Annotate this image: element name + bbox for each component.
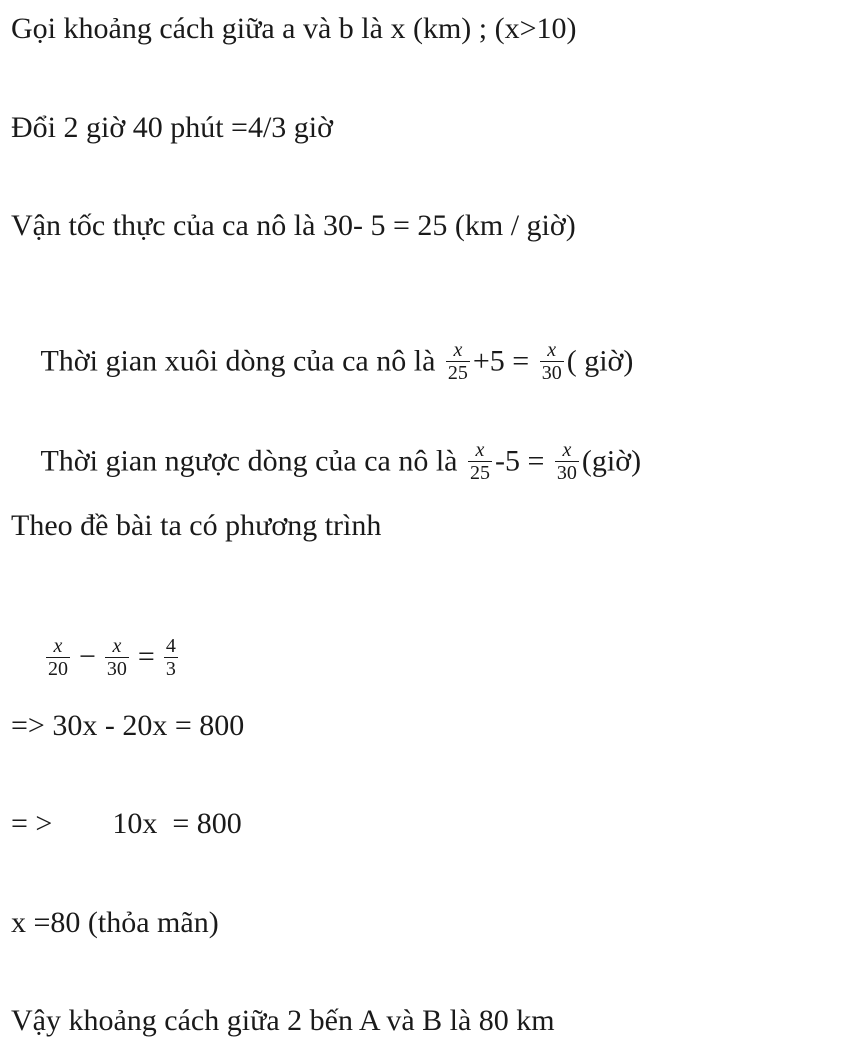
equals-sign: = — [137, 640, 155, 674]
fraction-numerator: x — [46, 636, 70, 658]
line-equation — [13, 604, 181, 715]
fraction-denominator: 25 — [447, 362, 468, 384]
line-text: -5 = — [495, 444, 552, 478]
line-step-2: = > 10x = 800 — [11, 807, 242, 840]
fraction-numerator: x — [446, 340, 470, 362]
fraction-denominator: 3 — [165, 658, 176, 680]
line-text: Thời gian ngược dòng của ca nô là — [40, 444, 465, 478]
fraction-numerator: x — [555, 440, 579, 462]
line-upstream-time — [11, 408, 641, 519]
line-text: (giờ) — [581, 444, 642, 478]
minus-sign: − — [79, 640, 96, 674]
fraction — [105, 636, 129, 679]
fraction-denominator: 20 — [48, 658, 68, 680]
fraction-numerator: 4 — [165, 635, 176, 657]
fraction — [468, 440, 492, 483]
fraction-denominator: 25 — [470, 462, 490, 484]
line-text: Thời gian xuôi dòng của ca nô là — [40, 344, 443, 378]
fraction-numerator: x — [105, 636, 129, 658]
line-result: x =80 (thỏa mãn) — [11, 906, 219, 939]
line-define-variable: Gọi khoảng cách giữa a và b là x (km) ; (x>10) — [11, 12, 577, 45]
fraction — [164, 636, 178, 679]
fraction — [555, 440, 579, 483]
fraction-numerator: x — [540, 340, 564, 362]
fraction — [46, 636, 70, 679]
fraction — [446, 340, 470, 383]
line-equation-intro: Theo đề bài ta có phương trình — [11, 509, 382, 542]
fraction — [540, 340, 564, 383]
line-downstream-time — [11, 308, 633, 419]
fraction-denominator: 30 — [106, 658, 127, 680]
line-convert-time: Đổi 2 giờ 40 phút =4/3 giờ — [11, 111, 333, 144]
line-text: +5 = — [472, 344, 537, 378]
line-conclusion: Vậy khoảng cách giữa 2 bến A và B là 80 km — [11, 1004, 555, 1037]
fraction-denominator: 30 — [556, 462, 577, 484]
line-real-speed: Vận tốc thực của ca nô là 30- 5 = 25 (km / giờ) — [11, 209, 576, 242]
fraction-denominator: 30 — [541, 362, 562, 384]
line-step-1: => 30x - 20x = 800 — [11, 709, 245, 742]
line-text: ( giờ) — [566, 344, 634, 378]
fraction-numerator: x — [468, 440, 492, 462]
